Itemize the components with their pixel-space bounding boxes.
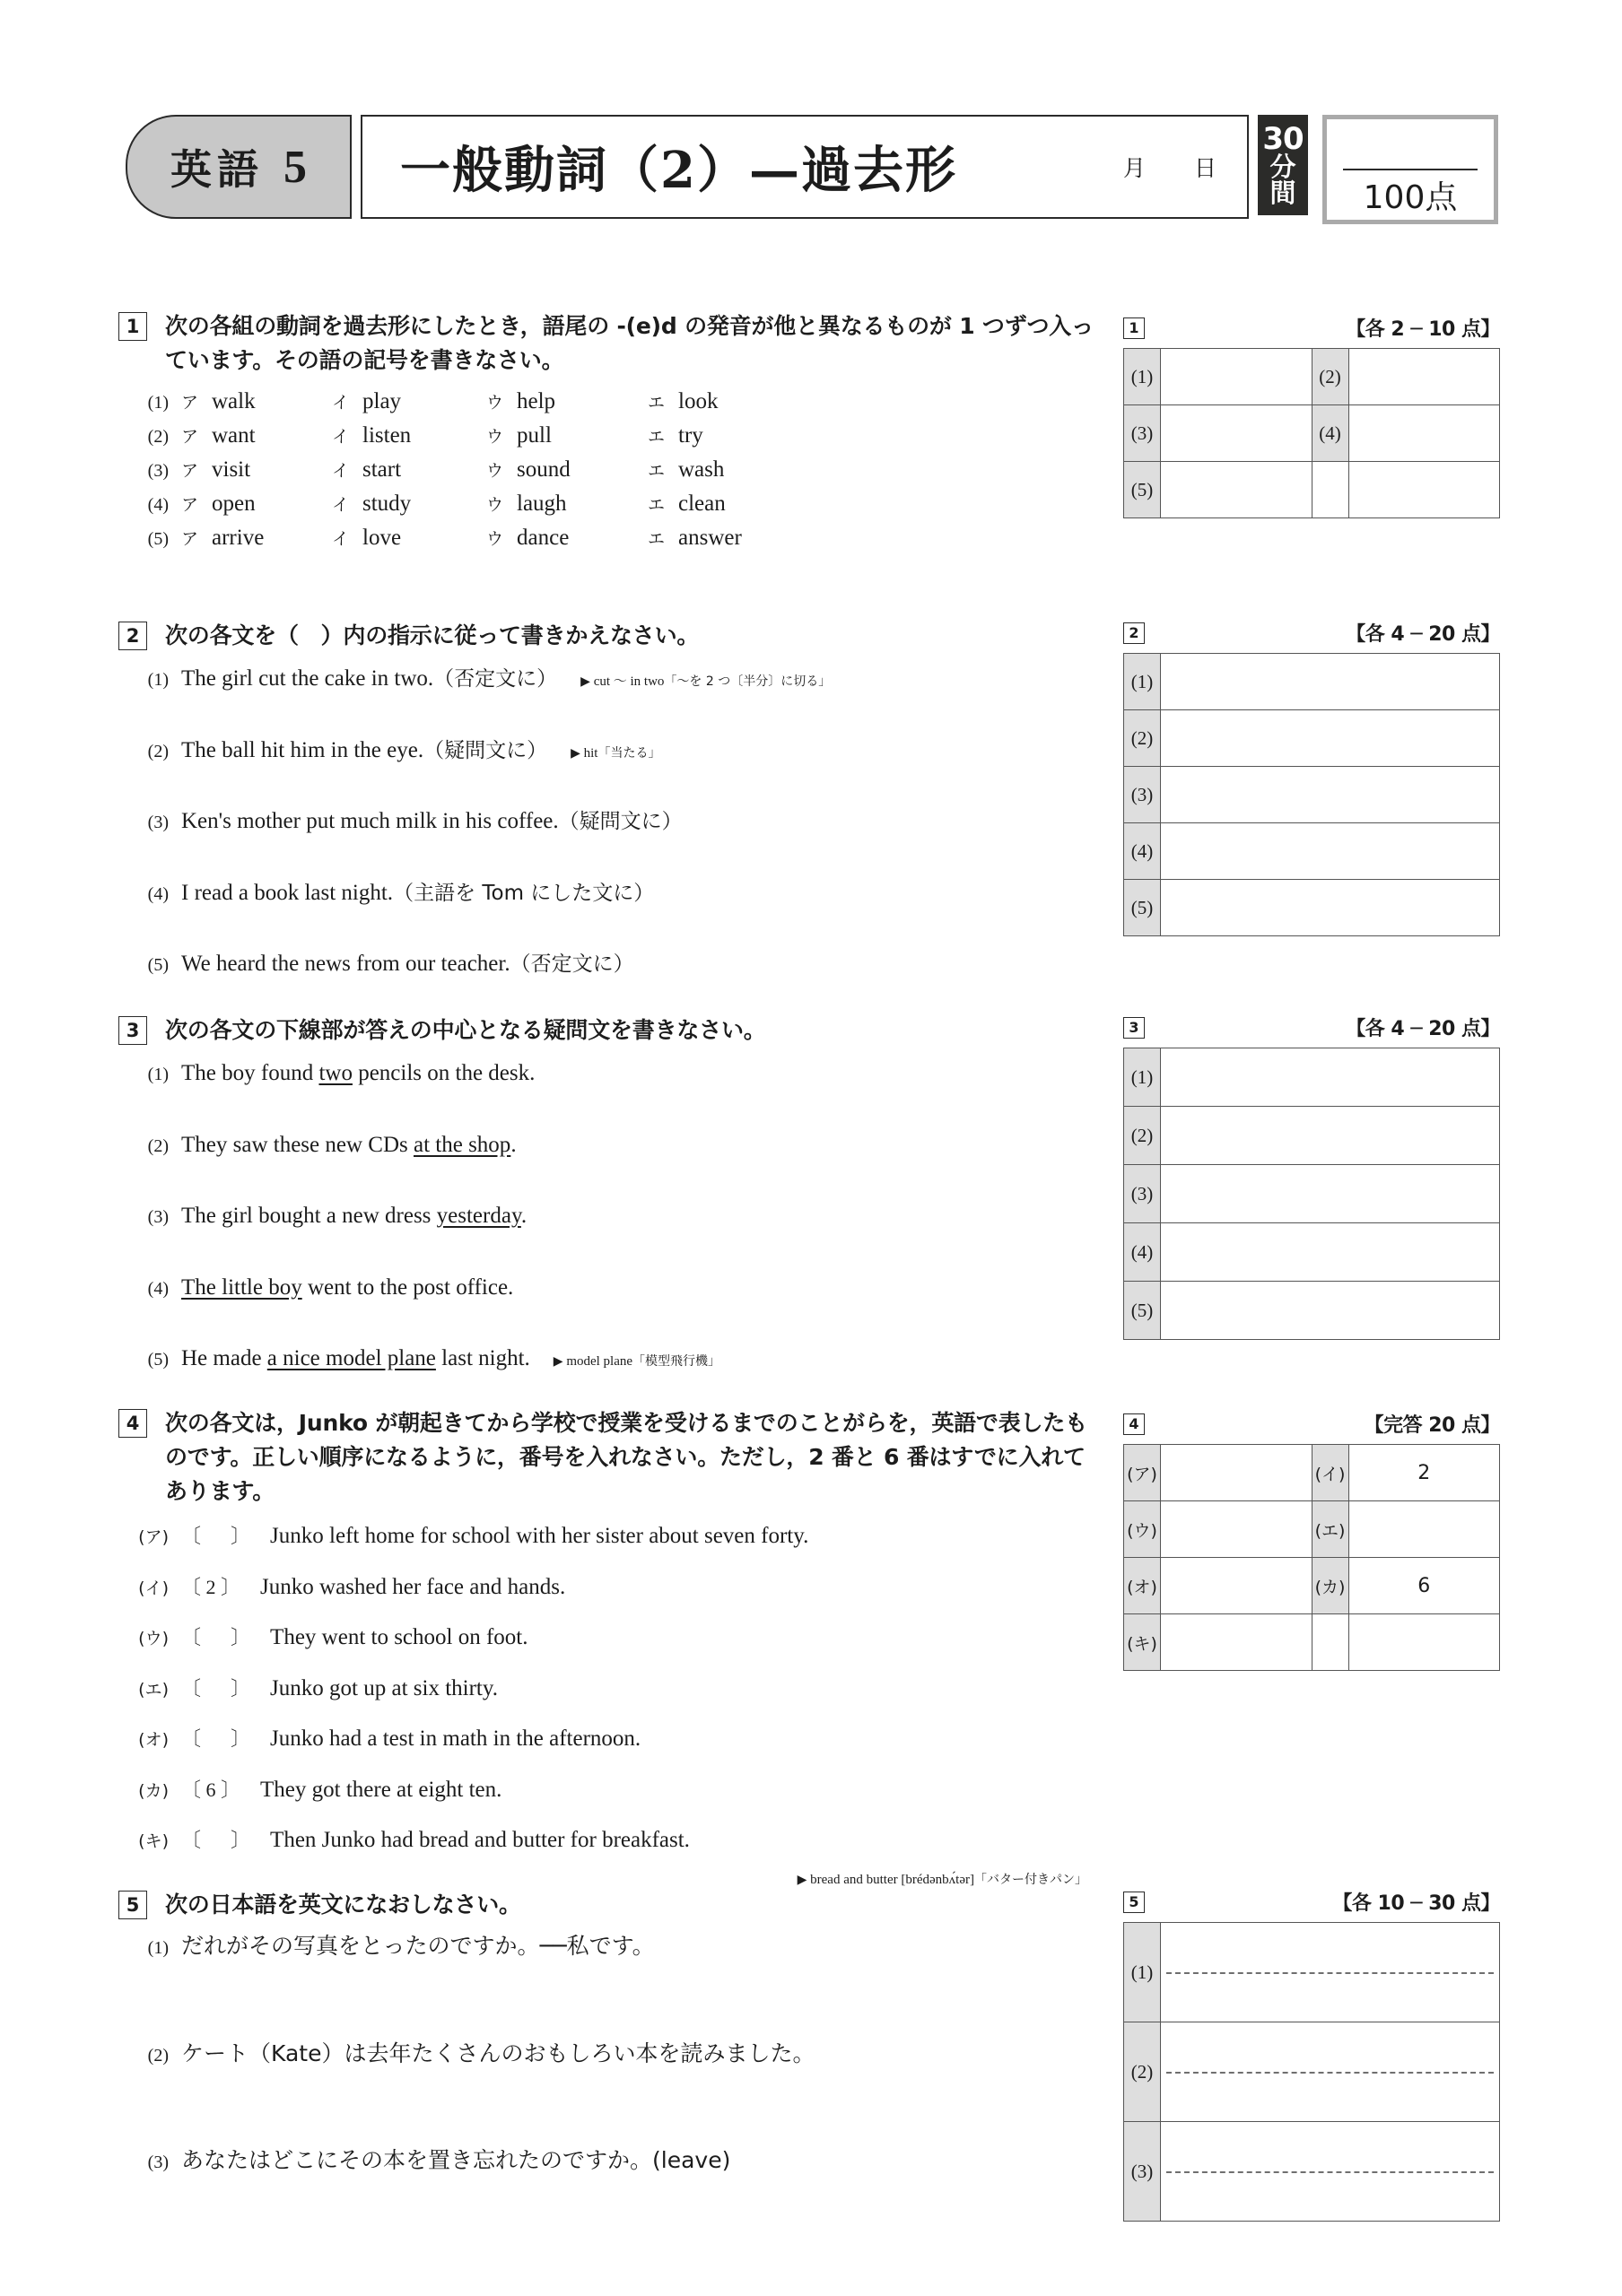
question-3-number: 3: [118, 1016, 147, 1045]
answer-cell[interactable]: [1161, 405, 1312, 462]
list-item: [118, 1199, 1105, 1233]
answer-label: (キ): [1124, 1614, 1161, 1671]
table-row: [1124, 1282, 1500, 1340]
order-value: [206, 1525, 226, 1547]
table-row: [1124, 767, 1500, 823]
answer-cell[interactable]: 2: [1348, 1445, 1500, 1501]
choice-mark-u: ウ: [486, 393, 504, 413]
list-item: [118, 1773, 1105, 1807]
answer-label: (1): [1124, 1923, 1161, 2022]
answer-panel-2-number: 2: [1123, 622, 1145, 644]
list-item: [118, 1519, 1105, 1553]
item-label: (1): [147, 1938, 169, 1958]
table-row: [1124, 1445, 1500, 1501]
word-choice: wash: [678, 457, 725, 482]
question-4-number: 4: [118, 1409, 147, 1438]
order-value: 2: [205, 1575, 216, 1598]
answer-panel-1-number: 1: [1123, 317, 1145, 339]
answer-panel-5: [1123, 1888, 1500, 2222]
answer-panel-3-number: 3: [1123, 1017, 1145, 1039]
choice-mark-e: エ: [648, 529, 666, 549]
answer-panel-4-points: 【完答 20 点】: [1364, 1414, 1500, 1437]
item-label: (ア): [138, 1527, 169, 1547]
answer-cell[interactable]: [1161, 1223, 1500, 1282]
item-label: (2): [147, 1135, 169, 1156]
worksheet-header: [126, 115, 1489, 222]
subject-label: 英語: [170, 145, 264, 194]
item-label: (オ): [138, 1730, 169, 1750]
answer-cell[interactable]: 6: [1348, 1558, 1500, 1614]
word-choice: visit: [212, 457, 251, 482]
choice-mark-e: エ: [648, 427, 666, 447]
question-4-instruction: 次の各文は，Junko が朝起きてから学校で授業を受けるまでのことがらを，英語で表したものです。正しい順序になるように，番号を入れなさい。ただし，2 番と 6 番はすでに入れてあります。: [165, 1410, 1087, 1504]
item-label: (2): [147, 2045, 169, 2066]
answer-table-2: [1123, 653, 1500, 936]
underlined-part: at the shop: [413, 1132, 511, 1157]
question-5-number: 5: [118, 1891, 147, 1919]
list-item: [118, 1621, 1105, 1655]
item-label: (4): [147, 883, 169, 904]
word-choice: help: [517, 389, 556, 413]
choice-mark-a: ア: [181, 529, 199, 549]
item-label: (ウ): [138, 1629, 169, 1648]
triangle-icon: ▶: [580, 675, 590, 689]
answer-label: (3): [1124, 2122, 1161, 2222]
triangle-icon: ▶: [571, 746, 580, 761]
question-2-number: 2: [118, 622, 147, 650]
item-sentence: The ball hit him in the eye.: [181, 737, 424, 762]
question-1: [118, 309, 1105, 555]
list-item: [118, 1057, 1105, 1091]
order-slot[interactable]: 〔 〕: [181, 1525, 251, 1547]
item-direction: （否定文に）: [510, 952, 634, 976]
answer-cell[interactable]: [1161, 462, 1312, 518]
list-item: [118, 2037, 1105, 2071]
table-row: [1124, 1165, 1500, 1223]
item-direction: （疑問文に）: [558, 810, 683, 833]
word-choice: answer: [678, 526, 742, 550]
underlined-part: The little boy: [181, 1274, 302, 1300]
answer-cell[interactable]: [1161, 2122, 1500, 2222]
sentence-post: .: [520, 1204, 528, 1228]
answer-cell[interactable]: [1161, 654, 1500, 710]
glossary-jp: 「バター付きパン」: [974, 1872, 1087, 1887]
triangle-icon: ▶: [797, 1873, 807, 1887]
glossary-jp: 「～を 2 つ〔半分〕に切る」: [664, 674, 832, 689]
answer-cell[interactable]: [1161, 1445, 1312, 1501]
question-2-items: [118, 662, 1105, 981]
spacer-cell: [1348, 1614, 1500, 1671]
time-limit-number: 30: [1262, 121, 1304, 157]
item-label: (カ): [138, 1780, 169, 1801]
answer-cell[interactable]: [1161, 1107, 1500, 1165]
list-item: [118, 947, 1105, 981]
item-sentence: Junko washed her face and hands.: [260, 1574, 566, 1599]
choice-mark-e: エ: [648, 495, 666, 515]
day-label: 日: [1193, 155, 1216, 181]
word-choice: play: [362, 389, 402, 413]
table-row: [1124, 462, 1500, 518]
order-slot[interactable]: 〔 6 〕: [181, 1778, 241, 1801]
word-choice: dance: [517, 526, 570, 550]
item-label: (5): [147, 955, 169, 975]
sentence-post: went to the post office.: [301, 1274, 514, 1300]
answer-cell[interactable]: [1161, 1048, 1500, 1107]
item-sentence: ケート（Kate）は去年たくさんのおもしろい本を読みました。: [181, 2039, 815, 2066]
item-label: (キ): [138, 1831, 169, 1851]
score-divider: [1343, 169, 1478, 170]
list-item: [118, 1342, 1105, 1376]
sentence-pre: The girl bought a new dress: [181, 1204, 437, 1228]
answer-cell[interactable]: [1161, 767, 1500, 823]
month-label: 月: [1122, 155, 1146, 181]
word-row: [118, 521, 1105, 555]
table-row: [1124, 2022, 1500, 2122]
choice-mark-a: ア: [181, 427, 199, 447]
item-sentence: Junko had a test in math in the afternoon.: [270, 1726, 641, 1751]
answer-label: (5): [1124, 1282, 1161, 1340]
word-row: [118, 487, 1105, 521]
answer-label: (4): [1124, 1223, 1161, 1282]
item-sentence: だれがその写真をとったのですか。──私です。: [181, 1933, 655, 1959]
item-sentence: [181, 1128, 517, 1162]
spacer-cell: [1348, 462, 1500, 518]
item-direction: （疑問文に）: [423, 738, 548, 762]
word-choice: arrive: [212, 526, 265, 550]
word-choice: open: [212, 491, 256, 516]
table-row: [1124, 349, 1500, 405]
list-item: [118, 1823, 1105, 1857]
order-value: [206, 1677, 226, 1700]
underlined-part: yesterday: [436, 1204, 521, 1228]
word-choice: walk: [212, 389, 256, 413]
list-item: [118, 876, 1105, 910]
item-label: (1): [147, 1065, 169, 1084]
sentence-post: last night.: [435, 1346, 530, 1370]
choice-mark-e: エ: [648, 393, 666, 413]
list-item: [118, 1722, 1105, 1756]
answer-panel-5-number: 5: [1123, 1892, 1145, 1913]
choice-mark-u: ウ: [486, 461, 504, 481]
answer-label: (ウ): [1124, 1501, 1161, 1558]
table-row: [1124, 823, 1500, 880]
answer-cell[interactable]: [1161, 2022, 1500, 2122]
answer-cell[interactable]: [1348, 405, 1500, 462]
question-4-glossary: [118, 1870, 1105, 1888]
list-item: [118, 2144, 1105, 2178]
triangle-icon: ▶: [553, 1355, 563, 1369]
word-choice: listen: [362, 423, 412, 448]
item-sentence: Junko left home for school with her sister about seven forty.: [270, 1524, 809, 1548]
question-4-items: [118, 1519, 1105, 1888]
answer-label: (1): [1124, 349, 1161, 405]
answer-cell[interactable]: [1161, 1165, 1500, 1223]
item-label: (1): [147, 393, 169, 413]
item-sentence: [181, 1199, 527, 1233]
answer-label: (エ): [1312, 1501, 1348, 1558]
glossary-jp: 「模型飛行機」: [632, 1354, 721, 1369]
question-5: [118, 1888, 1105, 2178]
word-choice: want: [212, 423, 256, 448]
question-3-items: [118, 1057, 1105, 1376]
sheet-number: 5: [283, 141, 307, 193]
choice-mark-a: ア: [181, 393, 199, 413]
page-title: 一般動詞（2）—過去形: [400, 141, 957, 200]
order-value: 6: [205, 1778, 216, 1801]
item-direction: （否定文に）: [433, 667, 558, 691]
word-row: [118, 385, 1105, 419]
glossary-en: hit: [583, 745, 598, 761]
word-row: [118, 453, 1105, 487]
choice-mark-i: イ: [332, 529, 350, 549]
list-item: [118, 1271, 1105, 1305]
sentence-post: pencils on the desk.: [352, 1061, 536, 1085]
table-row: [1124, 1558, 1500, 1614]
table-row: [1124, 880, 1500, 936]
list-item: [118, 1672, 1105, 1706]
answer-label: (2): [1124, 710, 1161, 767]
item-label: (4): [147, 495, 169, 515]
item-label: (3): [147, 461, 169, 481]
question-1-word-list: [118, 385, 1105, 555]
word-choice: study: [362, 491, 412, 516]
word-choice: love: [362, 526, 402, 550]
order-slot[interactable]: 〔 〕: [181, 1676, 251, 1700]
order-slot[interactable]: 〔 〕: [181, 1727, 251, 1750]
word-choice: start: [362, 457, 402, 482]
word-choice: sound: [517, 457, 571, 482]
answer-panel-1: [1123, 314, 1500, 518]
answer-label: (1): [1124, 1048, 1161, 1107]
item-label: (5): [147, 1350, 169, 1370]
item-label: (5): [147, 529, 169, 549]
question-5-instruction: 次の日本語を英文になおしなさい。: [165, 1892, 521, 1918]
item-sentence: [181, 1271, 513, 1305]
time-limit-unit-min: 分: [1269, 152, 1296, 182]
table-row: [1124, 1501, 1500, 1558]
answer-label: (2): [1124, 1107, 1161, 1165]
answer-label: (2): [1312, 349, 1348, 405]
item-sentence: [181, 1342, 530, 1376]
table-row: [1124, 405, 1500, 462]
item-direction: （主語を Tom にした文に）: [393, 881, 655, 905]
answer-cell[interactable]: [1348, 1501, 1500, 1558]
word-choice: try: [678, 423, 703, 448]
answer-panel-4: [1123, 1410, 1500, 1671]
item-label: (2): [147, 741, 169, 761]
answer-label: (3): [1124, 767, 1161, 823]
answer-cell[interactable]: [1161, 880, 1500, 936]
answer-panel-2: [1123, 619, 1500, 936]
item-sentence: The girl cut the cake in two.: [181, 666, 434, 691]
spacer-cell: [1312, 462, 1348, 518]
item-sentence: Junko got up at six thirty.: [270, 1675, 498, 1700]
question-3: [118, 1013, 1105, 1376]
underlined-part: two: [318, 1061, 353, 1085]
answer-label: (ア): [1124, 1445, 1161, 1501]
choice-mark-u: ウ: [486, 495, 504, 515]
glossary-note: [580, 672, 831, 692]
answer-label: (3): [1124, 1165, 1161, 1223]
item-sentence: I read a book last night.: [181, 880, 394, 905]
answer-label: (5): [1124, 880, 1161, 936]
answer-panel-3-points: 【各 4 ─ 20 点】: [1346, 1018, 1500, 1040]
answer-cell[interactable]: [1348, 349, 1500, 405]
answer-table-4: [1123, 1444, 1500, 1671]
table-row: [1124, 1048, 1500, 1107]
subject-tab: [126, 115, 352, 219]
choice-mark-i: イ: [332, 393, 350, 413]
item-label: (2): [147, 427, 169, 447]
item-sentence: They got there at eight ten.: [260, 1777, 502, 1802]
table-row: [1124, 1223, 1500, 1282]
word-choice: pull: [517, 423, 552, 448]
answer-panel-5-points: 【各 10 ─ 30 点】: [1332, 1892, 1500, 1915]
answer-panel-2-points: 【各 4 ─ 20 点】: [1346, 623, 1500, 646]
answer-label: (カ): [1312, 1558, 1348, 1614]
glossary-en: model plane: [566, 1354, 633, 1369]
table-row: [1124, 710, 1500, 767]
list-item: [118, 1128, 1105, 1162]
choice-mark-i: イ: [332, 495, 350, 515]
choice-mark-i: イ: [332, 461, 350, 481]
answer-cell[interactable]: [1161, 1923, 1500, 2022]
order-value: [206, 1727, 226, 1750]
item-sentence: They went to school on foot.: [270, 1625, 528, 1649]
item-sentence: Ken's mother put much milk in his coffee.: [181, 809, 559, 833]
list-item: [118, 1929, 1105, 1963]
title-box: [361, 115, 1249, 219]
score-entry-box[interactable]: [1322, 115, 1498, 224]
answer-cell[interactable]: [1161, 823, 1500, 880]
table-row: [1124, 2122, 1500, 2222]
glossary-phonetic: [brédənbʌ́tər]: [901, 1872, 974, 1887]
answer-cell[interactable]: [1161, 1282, 1500, 1340]
table-row: [1124, 654, 1500, 710]
glossary-note: [571, 744, 660, 764]
choice-mark-u: ウ: [486, 529, 504, 549]
question-1-number: 1: [118, 312, 147, 341]
time-limit-unit-kan: 間: [1269, 178, 1296, 208]
choice-mark-e: エ: [648, 461, 666, 481]
order-slot[interactable]: 〔 〕: [181, 1626, 251, 1648]
item-label: (エ): [138, 1679, 169, 1700]
order-slot[interactable]: 〔 2 〕: [181, 1575, 241, 1598]
sentence-pre: The boy found: [181, 1061, 319, 1085]
answer-cell[interactable]: [1161, 1501, 1312, 1558]
answer-label: (4): [1312, 405, 1348, 462]
item-sentence: Then Junko had bread and butter for breakfast.: [270, 1828, 690, 1852]
answer-label: (5): [1124, 462, 1161, 518]
question-5-items: [118, 1929, 1105, 2178]
answer-label: (4): [1124, 823, 1161, 880]
answer-table-1: [1123, 348, 1500, 518]
item-label: (3): [147, 813, 169, 832]
glossary-en: bread and butter: [810, 1872, 898, 1887]
question-2-instruction: 次の各文を（ ）内の指示に従って書きかえなさい。: [165, 622, 700, 648]
choice-mark-a: ア: [181, 461, 199, 481]
item-label: (3): [147, 2152, 169, 2172]
sentence-post: .: [510, 1132, 517, 1157]
table-row: [1124, 1923, 1500, 2022]
list-item: [118, 662, 1105, 696]
question-4: [118, 1406, 1105, 1888]
answer-cell[interactable]: [1161, 710, 1500, 767]
list-item: [118, 804, 1105, 839]
item-label: (4): [147, 1278, 169, 1299]
answer-panel-1-points: 【各 2 ─ 10 点】: [1346, 318, 1500, 341]
answer-table-5: [1123, 1922, 1500, 2222]
choice-mark-i: イ: [332, 427, 350, 447]
glossary-en: cut ～ in two: [593, 674, 665, 689]
glossary-jp: 「当たる」: [597, 745, 661, 761]
item-label: (イ): [138, 1578, 169, 1598]
time-limit-badge: [1258, 115, 1308, 215]
table-row: [1124, 1614, 1500, 1671]
list-item: [118, 1570, 1105, 1605]
question-1-instruction: 次の各組の動詞を過去形にしたとき，語尾の -(e)d の発音が他と異なるものが 1 つずつ入っています。その語の記号を書きなさい。: [165, 313, 1094, 373]
max-score-label: 100点: [1363, 179, 1458, 216]
answer-cell[interactable]: [1161, 349, 1312, 405]
answer-panel-4-number: 4: [1123, 1413, 1145, 1435]
word-row: [118, 419, 1105, 453]
item-label: (1): [147, 670, 169, 690]
order-value: [206, 1626, 226, 1648]
answer-label: (イ): [1312, 1445, 1348, 1501]
answer-label: (3): [1124, 405, 1161, 462]
word-choice: laugh: [517, 491, 567, 516]
item-sentence: あなたはどこにその本を置き忘れたのですか。(leave): [181, 2147, 731, 2173]
answer-cell[interactable]: [1161, 1558, 1312, 1614]
answer-label: (オ): [1124, 1558, 1161, 1614]
question-2: [118, 619, 1105, 981]
answer-panel-3: [1123, 1013, 1500, 1340]
answer-label: (1): [1124, 654, 1161, 710]
answer-table-3: [1123, 1048, 1500, 1340]
list-item: [118, 734, 1105, 768]
item-sentence: [181, 1057, 535, 1091]
answer-label: (2): [1124, 2022, 1161, 2122]
answer-cell[interactable]: [1161, 1614, 1312, 1671]
sentence-pre: They saw these new CDs: [181, 1132, 414, 1157]
order-slot[interactable]: 〔 〕: [181, 1829, 251, 1851]
underlined-part: a nice model plane: [266, 1346, 436, 1370]
item-label: (3): [147, 1207, 169, 1227]
spacer-cell: [1312, 1614, 1348, 1671]
sentence-pre: He made: [181, 1346, 267, 1370]
item-sentence: We heard the news from our teacher.: [181, 952, 510, 976]
table-row: [1124, 1107, 1500, 1165]
word-choice: look: [678, 389, 719, 413]
glossary-note: [554, 1352, 720, 1372]
word-choice: clean: [678, 491, 726, 516]
question-3-instruction: 次の各文の下線部が答えの中心となる疑問文を書きなさい。: [165, 1017, 766, 1043]
order-value: [206, 1829, 226, 1851]
choice-mark-u: ウ: [486, 427, 504, 447]
choice-mark-a: ア: [181, 495, 199, 515]
date-entry-area[interactable]: [1123, 117, 1216, 217]
